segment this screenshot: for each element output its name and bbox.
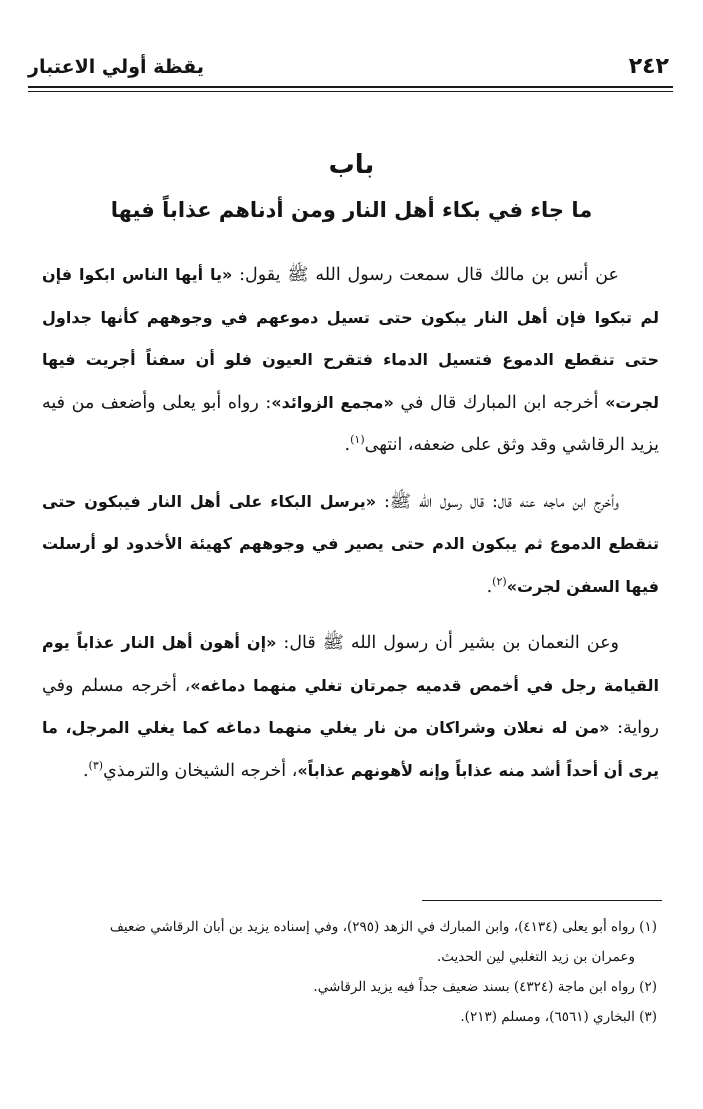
footnote-3-text: البخاري (٦٥٦١)، ومسلم (٢١٣). (460, 1009, 635, 1025)
footnote-3 (44, 1002, 657, 1032)
footnote-separator (422, 900, 662, 901)
paragraph-1-mid: أخرجه ابن المبارك قال في (393, 392, 606, 413)
hadith-quote-3: «إن أهون أهل النار عذاباً يوم القيامة رجل في أخمص قدميه جمرتان تغلي منهما دماغه» (42, 633, 659, 695)
running-header (28, 54, 673, 88)
paragraph-3 (42, 622, 659, 792)
hadith-quote-1: «يا أيها الناس ابكوا فإن لم تبكوا فإن أهل النار يبكون حتى تسيل دموعهم في وجوههم كأنها جداول حتى تنقطع الدموع فتسيل الدماء فتقرح العيون فلو أن سفناً أجريت فيها لجرت» (42, 265, 659, 412)
paragraph-3-end: . (82, 760, 89, 781)
footnote-2-text: رواه ابن ماجة (٤٣٢٤) بسند ضعيف جداً فيه يزيد الرقاشي. (313, 979, 635, 995)
footnote-1-continuation (44, 942, 657, 972)
footnote-3-number: (٣) (639, 1009, 657, 1025)
paragraph-1-lead: عن أنس بن مالك قال سمعت رسول الله ﷺ يقول: (232, 265, 619, 285)
running-title: يقظة أولي الاعتبار (28, 56, 204, 78)
footnote-ref-3[interactable]: (٣) (88, 758, 104, 772)
paragraph-1-tail: : رواه أبو يعلى وأضعف من فيه يزيد الرقاشي وقد وثق على ضعفه، انتهى (42, 392, 659, 455)
footnote-2 (44, 972, 657, 1002)
footnote-1-number: (١) (639, 919, 657, 935)
paragraph-3-tail: ، أخرجه الشيخان والترمذي (103, 760, 298, 781)
page-number: ٢٤٢ (628, 54, 669, 79)
paragraph-3-mid: ، أخرجه مسلم وفي رواية: (42, 675, 659, 738)
hadith-quote-2: «يرسل البكاء على أهل النار فيبكون حتى تنقطع الدموع ثم يبكون الدم حتى يصير في وجوههم كهيئة الأخدود لو أرسلت فيها السفن لجرت» (42, 491, 659, 596)
header-rule-thick (28, 86, 673, 88)
header-rule-thin (28, 91, 673, 92)
paragraph-2 (42, 481, 659, 609)
paragraph-2-lead: وأخرج ابن ماجه عنه قال: قال رسول الله ﷺ: (376, 491, 619, 512)
footnote-1 (44, 912, 657, 942)
chapter-title: ما جاء في بكاء أهل النار ومن أدناهم عذاباً فيها (110, 198, 593, 222)
footnotes (44, 912, 657, 1032)
source-title: «مجمع الزوائد» (271, 392, 394, 412)
footnote-ref-1[interactable]: (١) (350, 433, 365, 447)
footnote-2-number: (٢) (639, 979, 657, 995)
chapter-label: باب (328, 150, 375, 180)
body-text (42, 254, 659, 792)
footnote-1-text: رواه أبو يعلى (٤١٣٤)، وابن المبارك في الزهد (٢٩٥)، وفي إسناده يزيد بن أبان الرقاشي ضعيف (109, 919, 635, 935)
paragraph-3-lead: وعن النعمان بن بشير أن رسول الله ﷺ قال: (276, 633, 619, 653)
footnote-ref-2[interactable]: (٢) (492, 574, 507, 588)
paragraph-1-end: . (344, 435, 351, 455)
footnote-1-cont-text: وعمران بن زيد التغلبي لين الحديث. (436, 949, 635, 965)
paragraph-2-end: . (486, 576, 493, 597)
hadith-quote-4: «من له نعلان وشراكان من نار يغلي منهما دماغه كما يغلي المرجل، ما يرى أن أحداً أشد منه عذاباً وإنه لأهونهم عذاباً» (42, 718, 659, 780)
paragraph-1 (42, 254, 659, 467)
